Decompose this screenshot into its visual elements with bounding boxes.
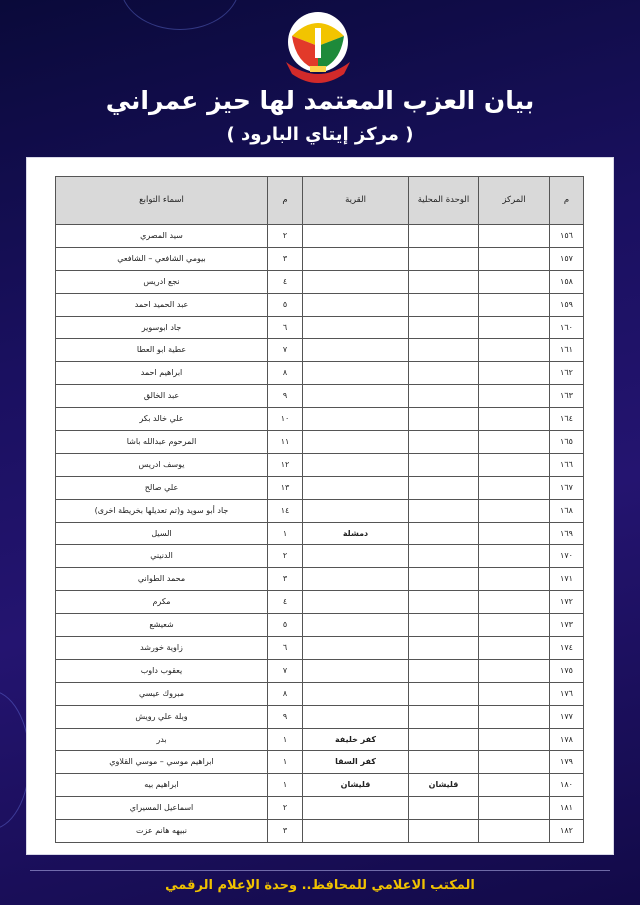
cell-markaz	[479, 728, 550, 751]
table-row	[56, 637, 584, 660]
cell-serial: ١٧٤	[550, 637, 584, 660]
cell-markaz	[479, 797, 550, 820]
cell-index: ٩	[268, 385, 303, 408]
cell-markaz	[479, 659, 550, 682]
cell-markaz	[479, 545, 550, 568]
cell-serial: ١٦٤	[550, 408, 584, 431]
cell-serial: ١٧٦	[550, 682, 584, 705]
cell-index: ٣	[268, 568, 303, 591]
table-row	[56, 705, 584, 728]
cell-village	[303, 820, 409, 843]
cell-village	[303, 614, 409, 637]
cell-village	[303, 637, 409, 660]
cell-index: ٧	[268, 659, 303, 682]
cell-serial: ١٦٧	[550, 476, 584, 499]
cell-serial: ١٨٢	[550, 820, 584, 843]
footer-divider	[30, 870, 610, 871]
cell-serial: ١٦٩	[550, 522, 584, 545]
cell-name: مكرم	[56, 591, 268, 614]
table-row	[56, 751, 584, 774]
cell-index: ١٢	[268, 453, 303, 476]
page-title: بيان العزب المعتمد لها حيز عمراني	[105, 86, 535, 115]
cell-village	[303, 362, 409, 385]
cell-markaz	[479, 820, 550, 843]
cell-name: عبد الخالق	[56, 385, 268, 408]
cell-markaz	[479, 682, 550, 705]
cell-village	[303, 797, 409, 820]
cell-name: وبلة علي رويش	[56, 705, 268, 728]
cell-village	[303, 431, 409, 454]
cell-name: عبد الحميد احمد	[56, 293, 268, 316]
cell-local-unit	[409, 751, 479, 774]
cell-markaz	[479, 476, 550, 499]
cell-serial: ١٥٩	[550, 293, 584, 316]
cell-index: ٢	[268, 545, 303, 568]
cell-name: بدر	[56, 728, 268, 751]
table-row	[56, 568, 584, 591]
cell-markaz	[479, 362, 550, 385]
cell-index: ١	[268, 728, 303, 751]
cell-local-unit	[409, 522, 479, 545]
cell-serial: ١٥٨	[550, 270, 584, 293]
cell-serial: ١٦٢	[550, 362, 584, 385]
cell-village	[303, 339, 409, 362]
cell-markaz	[479, 568, 550, 591]
cell-village: دمشلة	[303, 522, 409, 545]
cell-local-unit	[409, 225, 479, 248]
cell-name: علي خالد بكر	[56, 408, 268, 431]
cell-local-unit	[409, 476, 479, 499]
cell-markaz	[479, 339, 550, 362]
cell-village: كفر السقا	[303, 751, 409, 774]
cell-village	[303, 659, 409, 682]
cell-local-unit	[409, 705, 479, 728]
cell-serial: ١٧٣	[550, 614, 584, 637]
table-row	[56, 682, 584, 705]
cell-local-unit	[409, 545, 479, 568]
cell-markaz	[479, 751, 550, 774]
cell-name: يوسف ادريس	[56, 453, 268, 476]
cell-name: الدنيني	[56, 545, 268, 568]
cell-index: ٨	[268, 682, 303, 705]
table-row	[56, 316, 584, 339]
table-header-row	[56, 177, 584, 225]
cell-index: ١٣	[268, 476, 303, 499]
table-row	[56, 385, 584, 408]
cell-name: سيد المصري	[56, 225, 268, 248]
cell-local-unit	[409, 316, 479, 339]
cell-name: نجع ادريس	[56, 270, 268, 293]
header-local-unit: الوحدة المحلية	[409, 177, 479, 225]
table-row	[56, 545, 584, 568]
cell-markaz	[479, 522, 550, 545]
cell-name: المرحوم عبدالله باشا	[56, 431, 268, 454]
cell-serial: ١٦٥	[550, 431, 584, 454]
cell-index: ١٤	[268, 499, 303, 522]
table-row	[56, 614, 584, 637]
cell-index: ٥	[268, 614, 303, 637]
cell-local-unit	[409, 591, 479, 614]
cell-local-unit	[409, 339, 479, 362]
cell-markaz	[479, 385, 550, 408]
decorative-ring	[120, 0, 240, 30]
cell-local-unit	[409, 385, 479, 408]
cell-serial: ١٦٨	[550, 499, 584, 522]
cell-index: ٤	[268, 591, 303, 614]
table-row	[56, 408, 584, 431]
cell-village	[303, 408, 409, 431]
cell-local-unit	[409, 728, 479, 751]
cell-serial: ١٦٣	[550, 385, 584, 408]
cell-index: ٢	[268, 797, 303, 820]
table-row	[56, 774, 584, 797]
cell-village	[303, 591, 409, 614]
cell-markaz	[479, 637, 550, 660]
cell-local-unit	[409, 614, 479, 637]
table-row	[56, 797, 584, 820]
cell-village	[303, 568, 409, 591]
cell-index: ٤	[268, 270, 303, 293]
cell-local-unit	[409, 431, 479, 454]
cell-local-unit	[409, 499, 479, 522]
cell-serial: ١٧٢	[550, 591, 584, 614]
cell-markaz	[479, 705, 550, 728]
table-row	[56, 247, 584, 270]
table-row	[56, 499, 584, 522]
cell-local-unit	[409, 293, 479, 316]
cell-serial: ١٧١	[550, 568, 584, 591]
cell-serial: ١٦١	[550, 339, 584, 362]
cell-name: مبروك عيسي	[56, 682, 268, 705]
cell-local-unit	[409, 247, 479, 270]
cell-markaz	[479, 499, 550, 522]
table-row	[56, 270, 584, 293]
cell-village	[303, 293, 409, 316]
cell-serial: ١٦٠	[550, 316, 584, 339]
cell-name: السيل	[56, 522, 268, 545]
cell-name: زاوية خورشد	[56, 637, 268, 660]
cell-name: اسماعيل المسيراي	[56, 797, 268, 820]
cell-index: ٨	[268, 362, 303, 385]
cell-markaz	[479, 614, 550, 637]
table-row	[56, 820, 584, 843]
cell-local-unit	[409, 797, 479, 820]
header-village: القرية	[303, 177, 409, 225]
header-serial: م	[550, 177, 584, 225]
cell-village	[303, 385, 409, 408]
cell-village	[303, 225, 409, 248]
cell-local-unit: قليشان	[409, 774, 479, 797]
cell-village	[303, 682, 409, 705]
table-row	[56, 591, 584, 614]
table-row	[56, 659, 584, 682]
cell-serial: ١٥٦	[550, 225, 584, 248]
header-markaz: المركز	[479, 177, 550, 225]
cell-index: ١٠	[268, 408, 303, 431]
cell-name: جاد أبو سويد و(تم تعديلها بخريطة اخرى)	[56, 499, 268, 522]
cell-village	[303, 705, 409, 728]
cell-name: بيومي الشافعي – الشافعي	[56, 247, 268, 270]
cell-serial: ١٥٧	[550, 247, 584, 270]
cell-name: محمد الطواني	[56, 568, 268, 591]
cell-village	[303, 476, 409, 499]
cell-local-unit	[409, 453, 479, 476]
cell-name: شعيشع	[56, 614, 268, 637]
cell-local-unit	[409, 568, 479, 591]
cell-index: ٥	[268, 293, 303, 316]
cell-index: ٣	[268, 247, 303, 270]
cell-index: ٧	[268, 339, 303, 362]
cell-village	[303, 247, 409, 270]
table-row	[56, 339, 584, 362]
cell-markaz	[479, 247, 550, 270]
document-sheet	[26, 157, 614, 855]
table-row	[56, 728, 584, 751]
cell-village: كفر خليفة	[303, 728, 409, 751]
table-row	[56, 522, 584, 545]
cell-serial: ١٦٦	[550, 453, 584, 476]
cell-markaz	[479, 225, 550, 248]
villages-table	[55, 176, 584, 843]
cell-village: قليشان	[303, 774, 409, 797]
cell-name: جاد ابوسوير	[56, 316, 268, 339]
header-index: م	[268, 177, 303, 225]
cell-index: ٩	[268, 705, 303, 728]
cell-village	[303, 545, 409, 568]
table-row	[56, 225, 584, 248]
cell-local-unit	[409, 637, 479, 660]
cell-serial: ١٧٧	[550, 705, 584, 728]
header-names: اسماء التوابع	[56, 177, 268, 225]
table-row	[56, 453, 584, 476]
cell-serial: ١٧٨	[550, 728, 584, 751]
cell-index: ١	[268, 774, 303, 797]
cell-name: عطية ابو العطا	[56, 339, 268, 362]
cell-index: ١	[268, 522, 303, 545]
cell-index: ٢	[268, 225, 303, 248]
cell-local-unit	[409, 820, 479, 843]
governorate-seal-icon	[278, 6, 358, 86]
cell-name: يعقوب داوب	[56, 659, 268, 682]
cell-local-unit	[409, 682, 479, 705]
cell-village	[303, 453, 409, 476]
cell-village	[303, 499, 409, 522]
cell-village	[303, 316, 409, 339]
cell-markaz	[479, 591, 550, 614]
cell-markaz	[479, 270, 550, 293]
table-row	[56, 476, 584, 499]
cell-index: ٦	[268, 637, 303, 660]
cell-local-unit	[409, 362, 479, 385]
table-row	[56, 362, 584, 385]
cell-markaz	[479, 453, 550, 476]
cell-serial: ١٧٠	[550, 545, 584, 568]
cell-serial: ١٧٥	[550, 659, 584, 682]
cell-markaz	[479, 431, 550, 454]
cell-local-unit	[409, 270, 479, 293]
cell-serial: ١٨١	[550, 797, 584, 820]
cell-name: ابراهيم موسي – موسي القلاوي	[56, 751, 268, 774]
cell-name: نبيهه هانم عزت	[56, 820, 268, 843]
table-row	[56, 431, 584, 454]
cell-village	[303, 270, 409, 293]
cell-markaz	[479, 293, 550, 316]
cell-name: ابراهيم بيه	[56, 774, 268, 797]
page-subtitle: ( مركز إيتاي البارود )	[226, 124, 414, 145]
cell-serial: ١٧٩	[550, 751, 584, 774]
cell-local-unit	[409, 408, 479, 431]
cell-markaz	[479, 316, 550, 339]
cell-index: ٦	[268, 316, 303, 339]
cell-index: ١١	[268, 431, 303, 454]
table-body	[56, 225, 584, 843]
cell-index: ١	[268, 751, 303, 774]
table-row	[56, 293, 584, 316]
cell-index: ٣	[268, 820, 303, 843]
cell-name: علي صالح	[56, 476, 268, 499]
cell-markaz	[479, 408, 550, 431]
cell-name: ابراهيم احمد	[56, 362, 268, 385]
cell-markaz	[479, 774, 550, 797]
footer-credit: المكتب الاعلامي للمحافظ.. وحدة الإعلام الرقمي	[165, 878, 475, 893]
cell-serial: ١٨٠	[550, 774, 584, 797]
cell-local-unit	[409, 659, 479, 682]
